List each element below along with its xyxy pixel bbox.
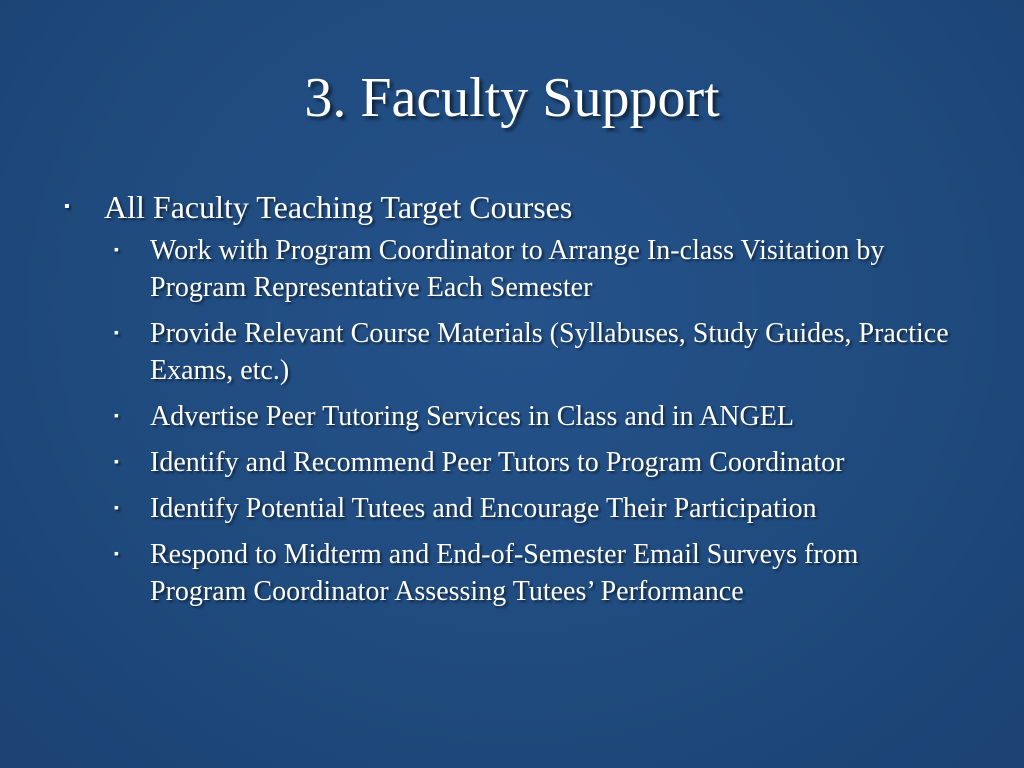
sub-bullet-text: Respond to Midterm and End-of-Semester Email Surveys from Program Coordinator Assessing Tutees’ Performance <box>150 539 859 607</box>
square-bullet-icon: ▪ <box>114 409 119 424</box>
sub-bullet-item <box>110 536 970 610</box>
slide-content <box>60 186 970 619</box>
sub-bullet-text: Provide Relevant Course Materials (Syllabuses, Study Guides, Practice Exams, etc.) <box>150 318 949 386</box>
sub-bullet-text: Advertise Peer Tutoring Services in Class and in ANGEL <box>150 401 794 432</box>
square-bullet-icon: ▪ <box>114 547 119 562</box>
slide-title: 3. Faculty Support <box>304 67 720 129</box>
sub-bullet-text: Identify Potential Tutees and Encourage Their Participation <box>150 493 817 524</box>
sub-bullet-item <box>110 490 970 527</box>
square-bullet-icon: ▪ <box>114 326 119 341</box>
sub-bullet-list <box>110 232 970 610</box>
sub-bullet-item <box>110 398 970 435</box>
sub-bullet-text: Identify and Recommend Peer Tutors to Program Coordinator <box>150 447 845 478</box>
main-bullet-item <box>60 186 970 228</box>
square-bullet-icon: ▪ <box>114 243 119 258</box>
square-bullet-icon: ▪ <box>114 501 119 516</box>
sub-bullet-item <box>110 315 970 389</box>
sub-bullet-item <box>110 232 970 306</box>
square-bullet-icon: ▪ <box>64 198 70 215</box>
sub-bullet-item <box>110 444 970 481</box>
square-bullet-icon: ▪ <box>114 455 119 470</box>
main-bullet-text: All Faculty Teaching Target Courses <box>104 189 573 225</box>
sub-bullet-text: Work with Program Coordinator to Arrange In-class Visitation by Program Representative Each Semester <box>150 235 885 303</box>
